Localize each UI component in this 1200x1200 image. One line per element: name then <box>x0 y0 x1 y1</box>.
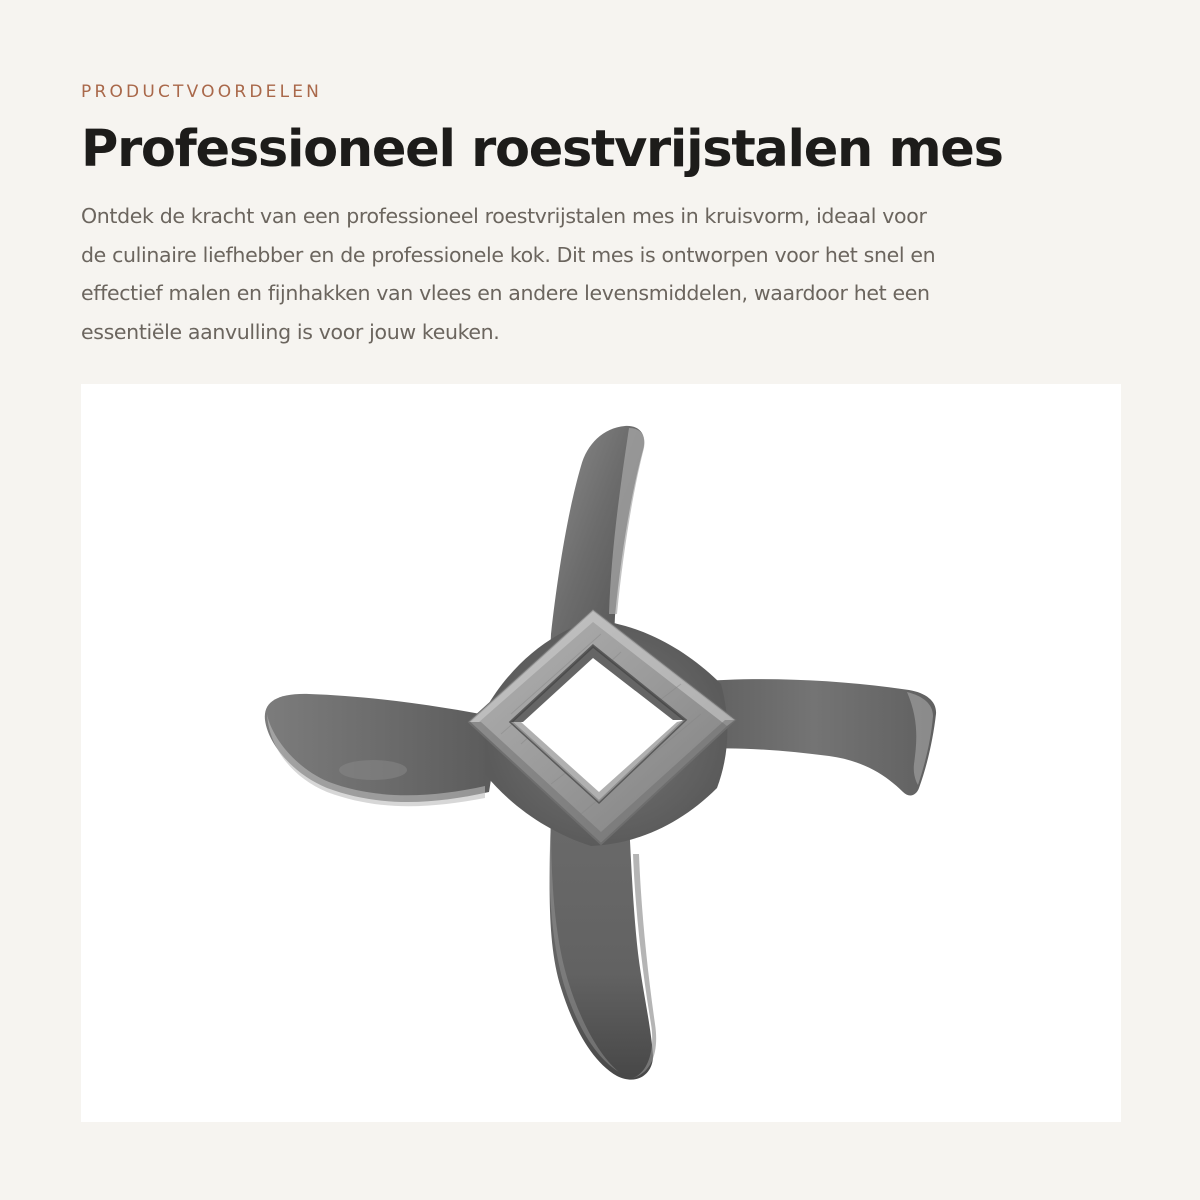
description-line: effectief malen en fijnhakken van vlees en andere levensmiddelen, waardoor het een <box>81 281 930 305</box>
blade-arm-left <box>265 694 501 802</box>
description-line: Ontdek de kracht van een professioneel roestvrijstalen mes in kruisvorm, ideaal voor <box>81 204 927 228</box>
description-line: essentiële aanvulling is voor jouw keuken. <box>81 319 500 344</box>
grinder-blade-illustration <box>81 384 1121 1122</box>
description-line: de culinaire liefhebber en de professionele kok. Dit mes is ontworpen voor het snel en <box>81 242 936 267</box>
blade-arm-bottom <box>550 814 653 1080</box>
section-eyebrow: PRODUCTVOORDELEN <box>81 82 323 102</box>
product-benefit-section <box>81 0 1121 1200</box>
product-image <box>81 384 1121 1122</box>
blade-arm-right <box>691 679 936 795</box>
section-description <box>81 197 1081 351</box>
section-title: Professioneel roestvrijstalen mes <box>81 120 1003 179</box>
